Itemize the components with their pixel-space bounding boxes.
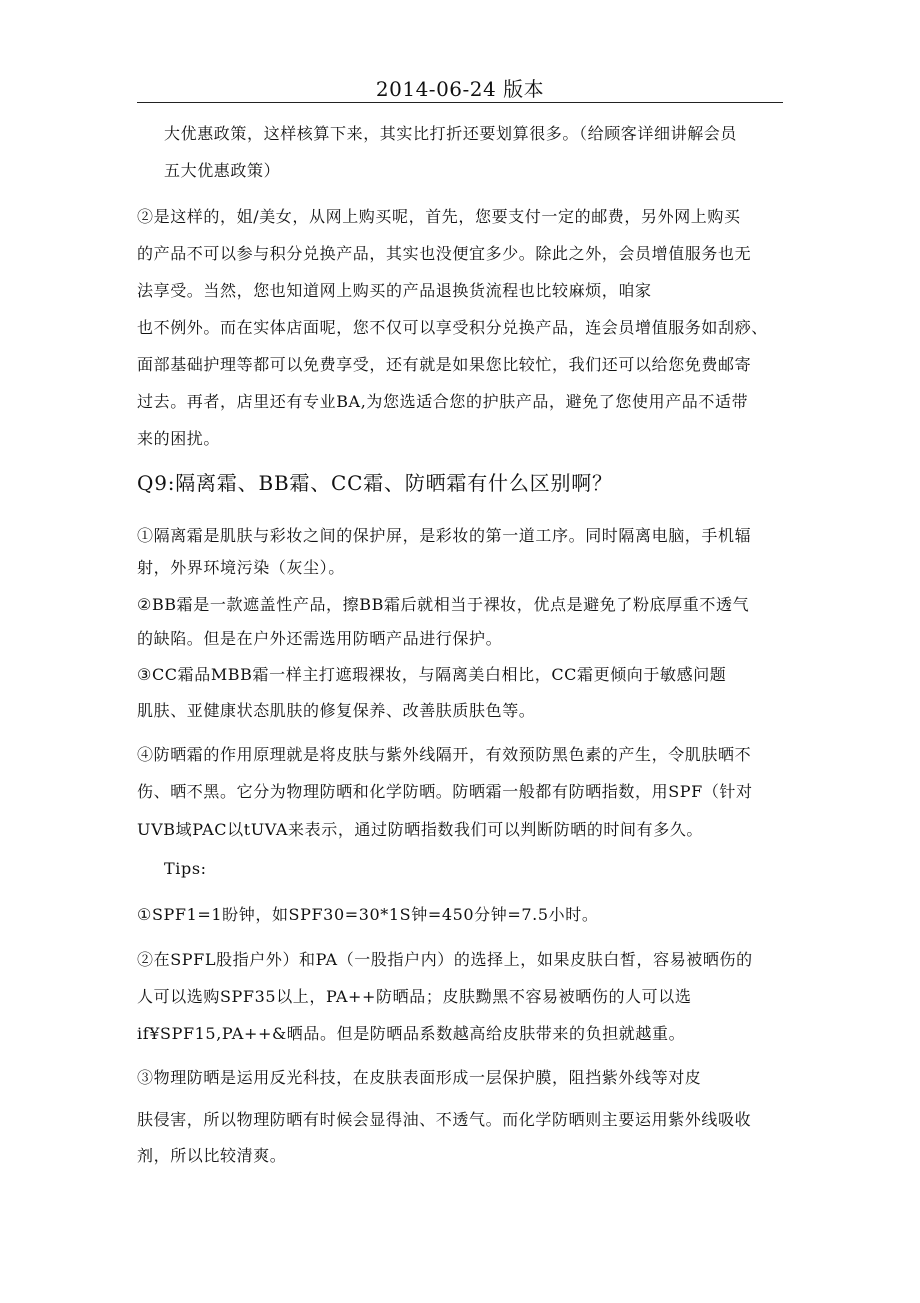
q9-line-6: 肌肤、亚健康状态肌肤的修复保养、改善肤质肤色等。 xyxy=(137,701,536,720)
answer2-line-1: ②是这样的，姐/美女，从网上购买呢，首先，您要支付一定的邮费，另外网上购买 xyxy=(137,207,741,226)
q9-line-3: ②BB霜是一款遮盖性产品，擦BB霜后就相当于裸妆，优点是避免了粉底厚重不透气 xyxy=(137,595,750,614)
answer2-line-2: 的产品不可以参与积分兑换产品，其实也没便宜多少。除此之外，会员增值服务也无 xyxy=(137,244,752,263)
q9-line-4: 的缺陷。但是在户外还需选用防晒产品进行保护。 xyxy=(137,629,503,648)
q9-line-8: 伤、晒不黑。它分为物理防晒和化学防晒。防晒霜一般都有防晒指数，用SPF（针对 xyxy=(137,782,753,801)
tips-line-4: if¥SPF15,PA++&晒品。但是防晒品系数越高给皮肤带来的负担就越重。 xyxy=(137,1024,686,1043)
tips-line-6: 肤侵害，所以物理防晒有时候会显得油、不透气。而化学防晒则主要运用紫外线吸收 xyxy=(137,1110,752,1129)
q9-line-2: 射，外界环境污染（灰尘）。 xyxy=(137,558,345,577)
version-label: 2014-06-24 版本 xyxy=(375,77,545,101)
answer2-line-7: 来的困扰。 xyxy=(137,429,221,448)
q9-heading: Q9:隔离霜、BB霜、CC霜、防晒霜有什么区别啊？ xyxy=(137,471,613,495)
answer2-line-6: 过去。再者，店里还有专业BA,为您选适合您的护肤产品，避免了您使用产品不适带 xyxy=(137,392,749,411)
tips-line-3: 人可以选购SPF35以上，PA++防晒品；皮肤黝黑不容易被晒伤的人可以选 xyxy=(137,987,692,1006)
tips-line-5: ③物理防晒是运用反光科技，在皮肤表面形成一层保护膜，阻挡紫外线等对皮 xyxy=(137,1068,702,1087)
tips-line-2: ②在SPFL股指户外）和PA（一股指户内）的选择上，如果皮肤白皙，容易被晒伤的 xyxy=(137,950,753,969)
q9-line-9: UVB域PAC以tUVA来表示，通过防晒指数我们可以判断防晒的时间有多久。 xyxy=(137,820,704,839)
intro-line-2: 五大优惠政策） xyxy=(164,161,281,180)
answer2-line-3: 法享受。当然，您也知道网上购买的产品退换货流程也比较麻烦，咱家 xyxy=(137,281,652,300)
tips-line-7: 剂，所以比较清爽。 xyxy=(137,1146,287,1165)
answer2-line-4: 也不例外。而在实体店面呢，您不仅可以享受积分兑换产品，连会员增值服务如刮痧、 xyxy=(137,318,768,337)
q9-line-5: ③CC霜品MBB霜一样主打遮瑕裸妆，与隔离美白相比，CC霜更倾向于敏感问题 xyxy=(137,665,727,684)
tips-label: Tips: xyxy=(164,859,207,878)
q9-line-1: ①隔离霜是肌肤与彩妆之间的保护屏，是彩妆的第一道工序。同时隔离电脑，手机辐 xyxy=(137,526,752,545)
intro-line-1: 大优惠政策，这样核算下来，其实比打折还要划算很多。（给顾客详细讲解会员 xyxy=(164,124,738,143)
answer2-line-5: 面部基础护理等都可以免费享受，还有就是如果您比较忙，我们还可以给您免费邮寄 xyxy=(137,355,752,374)
q9-line-7: ④防晒霜的作用原理就是将皮肤与紫外线隔开，有效预防黑色素的产生，令肌肤晒不 xyxy=(137,745,752,764)
tips-line-1: ①SPF1=1盼钟，如SPF30=30*1S钟=450分钟=7.5小时。 xyxy=(137,905,599,924)
